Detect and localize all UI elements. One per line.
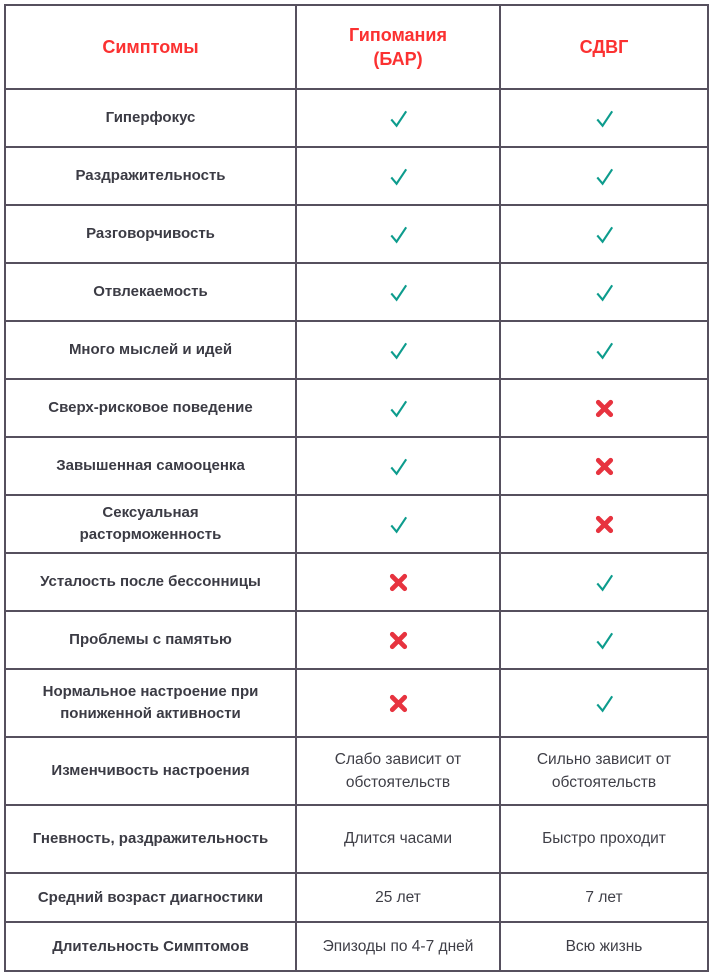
cross-mark-cell [500,379,708,437]
symptoms-comparison-table [4,4,709,972]
text-value-cell: Всю жизнь [500,922,708,971]
check-mark-cell [500,669,708,737]
text-value-cell: Длится часами [296,805,500,873]
check-icon [386,338,411,363]
symptom-label: Много мыслей и идей [5,321,296,379]
table-header [5,5,708,89]
table-row [5,737,708,805]
check-mark-cell [500,89,708,147]
cross-icon [388,572,409,593]
text-value-cell: 7 лет [500,873,708,922]
check-mark-cell [296,495,500,553]
cross-icon [594,456,615,477]
cross-mark-cell [500,495,708,553]
check-mark-cell [500,553,708,611]
symptom-label: Проблемы с памятью [5,611,296,669]
header-adhd: СДВГ [500,5,708,89]
text-value-cell: Быстро проходит [500,805,708,873]
table-row [5,379,708,437]
symptom-label: Отвлекаемость [5,263,296,321]
cross-icon [388,693,409,714]
check-icon [386,280,411,305]
table-row [5,147,708,205]
check-icon [386,454,411,479]
check-mark-cell [500,611,708,669]
symptom-label: Сексуальная расторможенность [5,495,296,553]
check-mark-cell [296,321,500,379]
header-row [5,5,708,89]
check-mark-cell [500,147,708,205]
table-row [5,805,708,873]
table-row [5,669,708,737]
table-row [5,873,708,922]
table-row [5,922,708,971]
symptom-label: Раздражительность [5,147,296,205]
check-icon [592,164,617,189]
header-hypomania-bar [296,5,500,89]
symptom-label: Гиперфокус [5,89,296,147]
check-icon [592,570,617,595]
cross-mark-cell [296,611,500,669]
check-icon [386,396,411,421]
symptom-label: Усталость после бессонницы [5,553,296,611]
header-hypomania-label: Гипомания (БАР) [349,24,447,69]
header-symptoms: Симптомы [5,5,296,89]
text-value-cell: Сильно зависит от обстоятельств [500,737,708,805]
cross-icon [594,514,615,535]
check-mark-cell [500,205,708,263]
check-mark-cell [500,263,708,321]
check-mark-cell [296,379,500,437]
check-icon [386,106,411,131]
cross-mark-cell [296,669,500,737]
symptom-label: Гневность, раздражительность [5,805,296,873]
symptom-label: Изменчивость настроения [5,737,296,805]
cross-icon [594,398,615,419]
symptom-label: Завышенная самооценка [5,437,296,495]
table-row [5,437,708,495]
text-value-cell: Слабо зависит от обстоятельств [296,737,500,805]
table-row [5,611,708,669]
check-icon [386,222,411,247]
cross-mark-cell [500,437,708,495]
symptom-label: Длительность Симптомов [5,922,296,971]
check-icon [386,512,411,537]
comparison-table-body [5,89,708,971]
check-mark-cell [296,437,500,495]
comparison-table-container [4,4,707,972]
text-value-cell: 25 лет [296,873,500,922]
check-icon [592,628,617,653]
check-mark-cell [500,321,708,379]
symptom-label: Разговорчивость [5,205,296,263]
table-row [5,321,708,379]
check-icon [592,222,617,247]
check-icon [386,164,411,189]
table-row [5,495,708,553]
check-mark-cell [296,205,500,263]
text-value-cell: Эпизоды по 4-7 дней [296,922,500,971]
symptom-label: Сверх-рисковое поведение [5,379,296,437]
check-icon [592,280,617,305]
check-icon [592,691,617,716]
check-mark-cell [296,263,500,321]
symptom-label: Нормальное настроение при пониженной активности [5,669,296,737]
check-mark-cell [296,147,500,205]
cross-mark-cell [296,553,500,611]
table-row [5,89,708,147]
table-row [5,205,708,263]
table-row [5,263,708,321]
check-icon [592,106,617,131]
table-row [5,553,708,611]
cross-icon [388,630,409,651]
check-icon [592,338,617,363]
symptom-label: Средний возраст диагностики [5,873,296,922]
check-mark-cell [296,89,500,147]
